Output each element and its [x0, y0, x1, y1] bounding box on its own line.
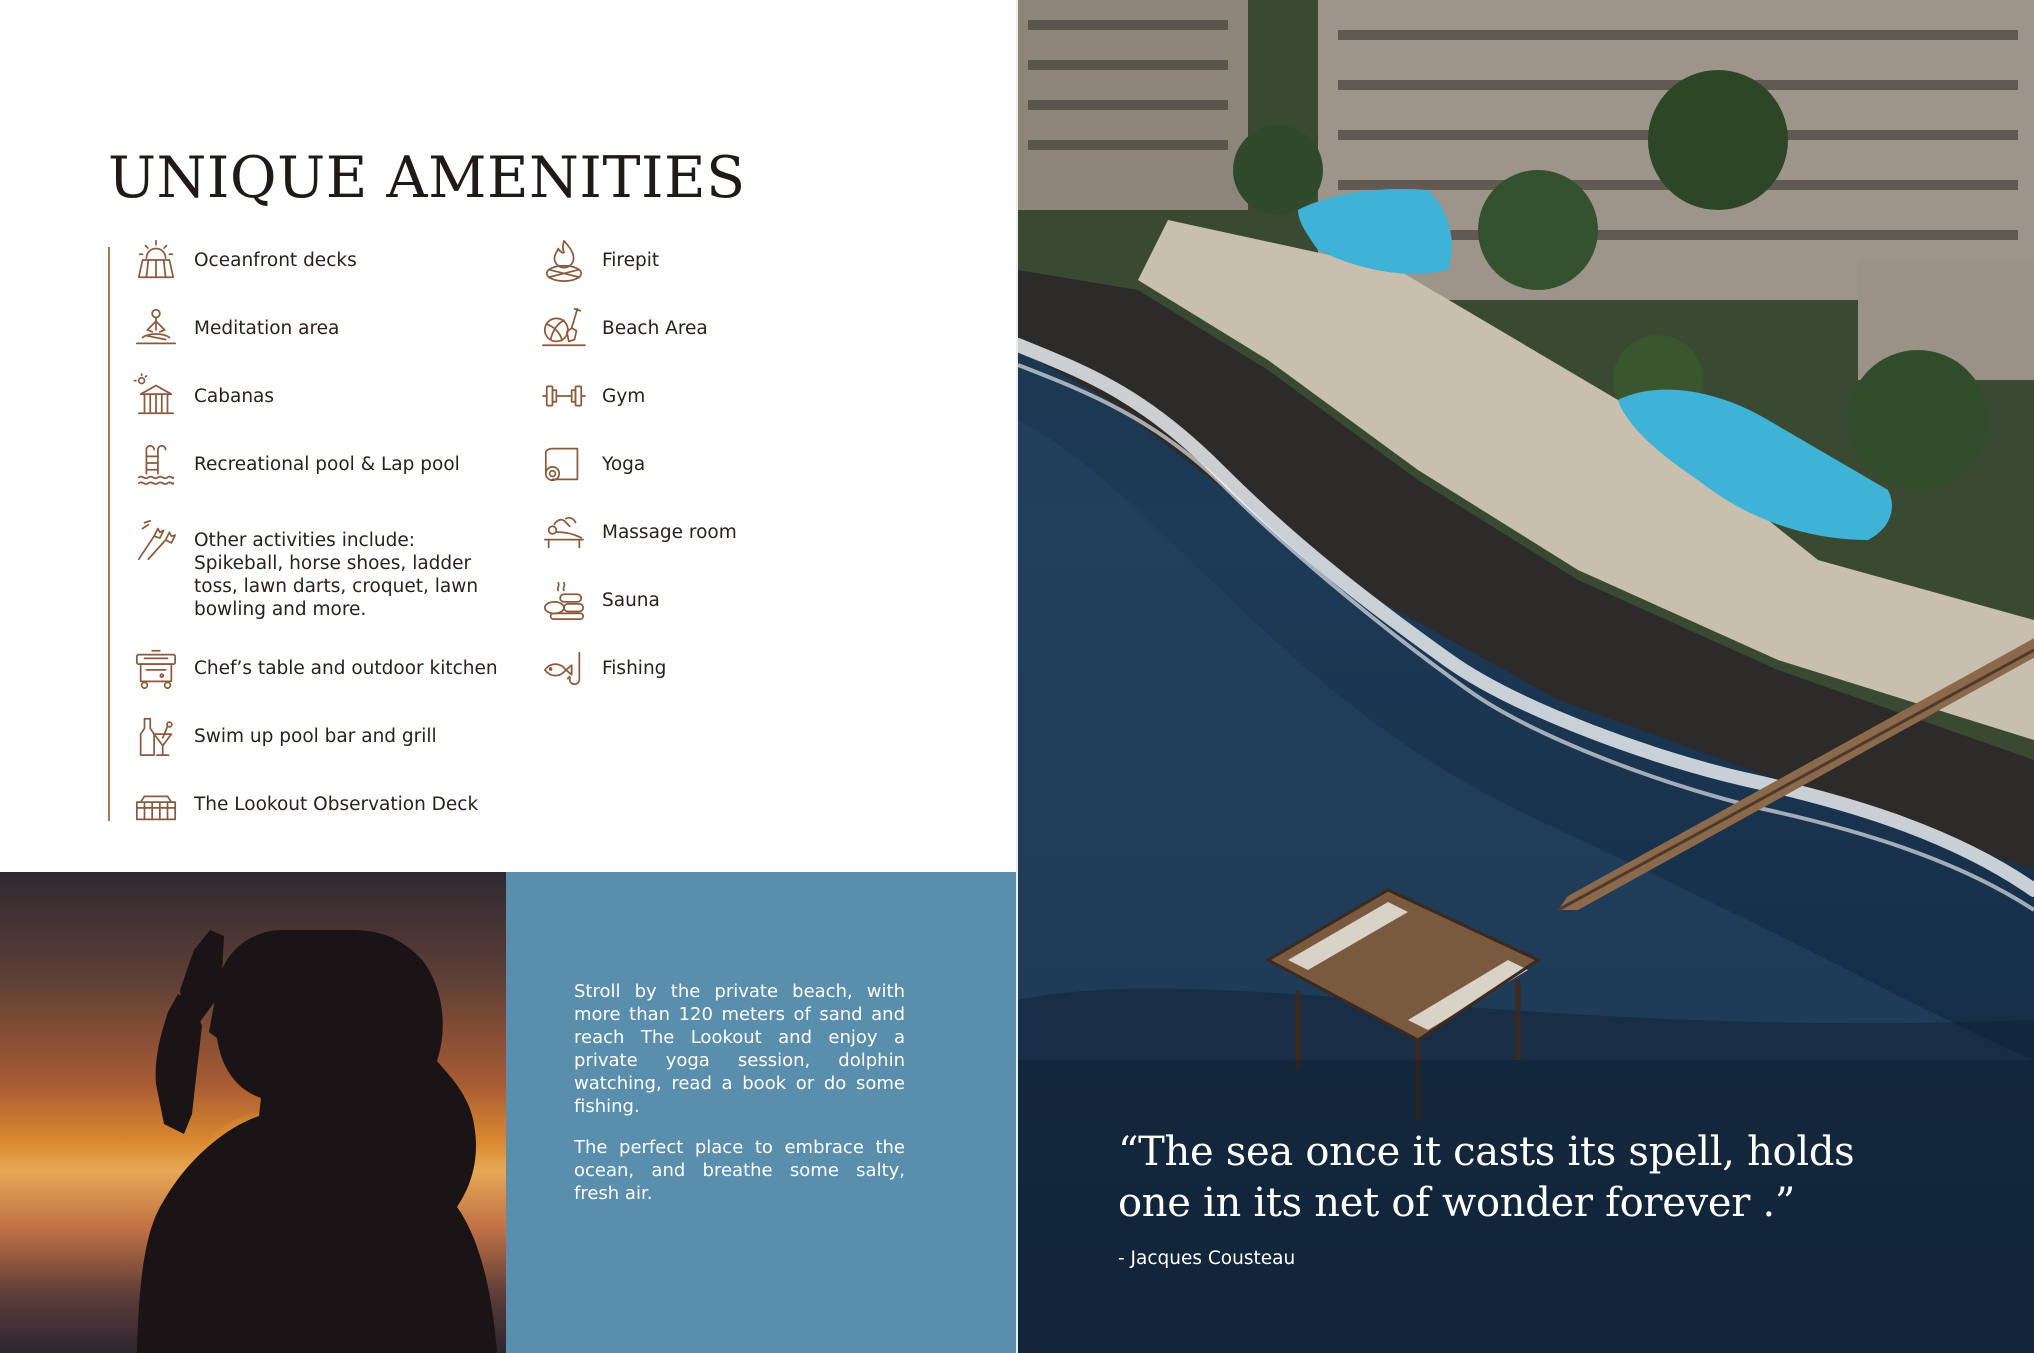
- amenity-swim-up-bar: [132, 712, 437, 760]
- firepit-icon: [540, 236, 588, 284]
- amenity-fishing: [540, 644, 666, 692]
- quote-author: - Jacques Cousteau: [1118, 1248, 1296, 1269]
- info-paragraph-ocean: The perfect place to embrace the ocean, and breathe some salty, fresh air.: [574, 1137, 905, 1204]
- amenity-label: Gym: [602, 386, 646, 407]
- amenity-label: Oceanfront decks: [194, 250, 357, 271]
- page-title: UNIQUE AMENITIES: [108, 145, 746, 211]
- amenity-label: Other activities include: Spikeball, horse shoes, ladder toss, lawn darts, croquet, lawn bowling and more.: [194, 530, 479, 620]
- aerial-resort-photo: [1018, 0, 2034, 1353]
- amenity-cabanas: [132, 372, 274, 420]
- amenity-yoga: [540, 440, 645, 488]
- darts-icon: [132, 516, 180, 564]
- yoga-mat-icon: [540, 440, 588, 488]
- amenity-label: Fishing: [602, 658, 667, 679]
- amenity-label: The Lookout Observation Deck: [194, 794, 479, 815]
- woman-silhouette: [0, 872, 506, 1353]
- yoga-silhouette-photo: [0, 872, 506, 1353]
- amenity-massage-room: [540, 508, 737, 556]
- oceanfront-deck-icon: [132, 236, 180, 284]
- fish-hook-icon: [540, 644, 588, 692]
- amenity-meditation-area: [132, 304, 339, 352]
- quote-text: “The sea once it casts its spell, holds one in its net of wonder forever .”: [1118, 1129, 1855, 1226]
- amenity-label: Sauna: [602, 590, 660, 611]
- amenity-oceanfront-decks: [132, 236, 357, 284]
- dumbbell-icon: [540, 372, 588, 420]
- amenity-sauna: [540, 576, 660, 624]
- amenity-lookout-deck: [132, 780, 478, 828]
- amenity-firepit: [540, 236, 659, 284]
- left-page: [0, 0, 1016, 1353]
- amenity-label: Chef’s table and outdoor kitchen: [194, 658, 498, 679]
- amenity-label: Cabanas: [194, 386, 275, 407]
- sauna-stones-icon: [540, 576, 588, 624]
- amenity-beach-area: [540, 304, 708, 352]
- amenity-label: Recreational pool & Lap pool: [194, 454, 460, 475]
- observation-deck-icon: [132, 780, 180, 828]
- beach-ball-shovel-icon: [540, 304, 588, 352]
- cabana-icon: [132, 372, 180, 420]
- amenity-gym: [540, 372, 645, 420]
- amenity-label: Swim up pool bar and grill: [194, 726, 437, 747]
- meditation-icon: [132, 304, 180, 352]
- amenity-other-activities: [132, 516, 494, 621]
- amenity-label: Beach Area: [602, 318, 708, 339]
- cocktail-icon: [132, 712, 180, 760]
- info-paragraph-beach: Stroll by the private beach, with more than 120 meters of sand and reach The Lookout and enjoy a private yoga session, dolphin watching, read a book or do some fishing.: [574, 981, 905, 1117]
- massage-icon: [540, 508, 588, 556]
- amenity-divider-line: [108, 247, 110, 821]
- pool-ladder-icon: [132, 440, 180, 488]
- amenity-label: Yoga: [602, 454, 646, 475]
- amenity-label: Meditation area: [194, 318, 340, 339]
- amenity-chefs-table: [132, 644, 498, 692]
- info-panel: [506, 872, 1016, 1353]
- amenity-label: Massage room: [602, 522, 737, 543]
- grill-icon: [132, 644, 180, 692]
- amenity-pools: [132, 440, 460, 488]
- amenity-label: Firepit: [602, 250, 660, 271]
